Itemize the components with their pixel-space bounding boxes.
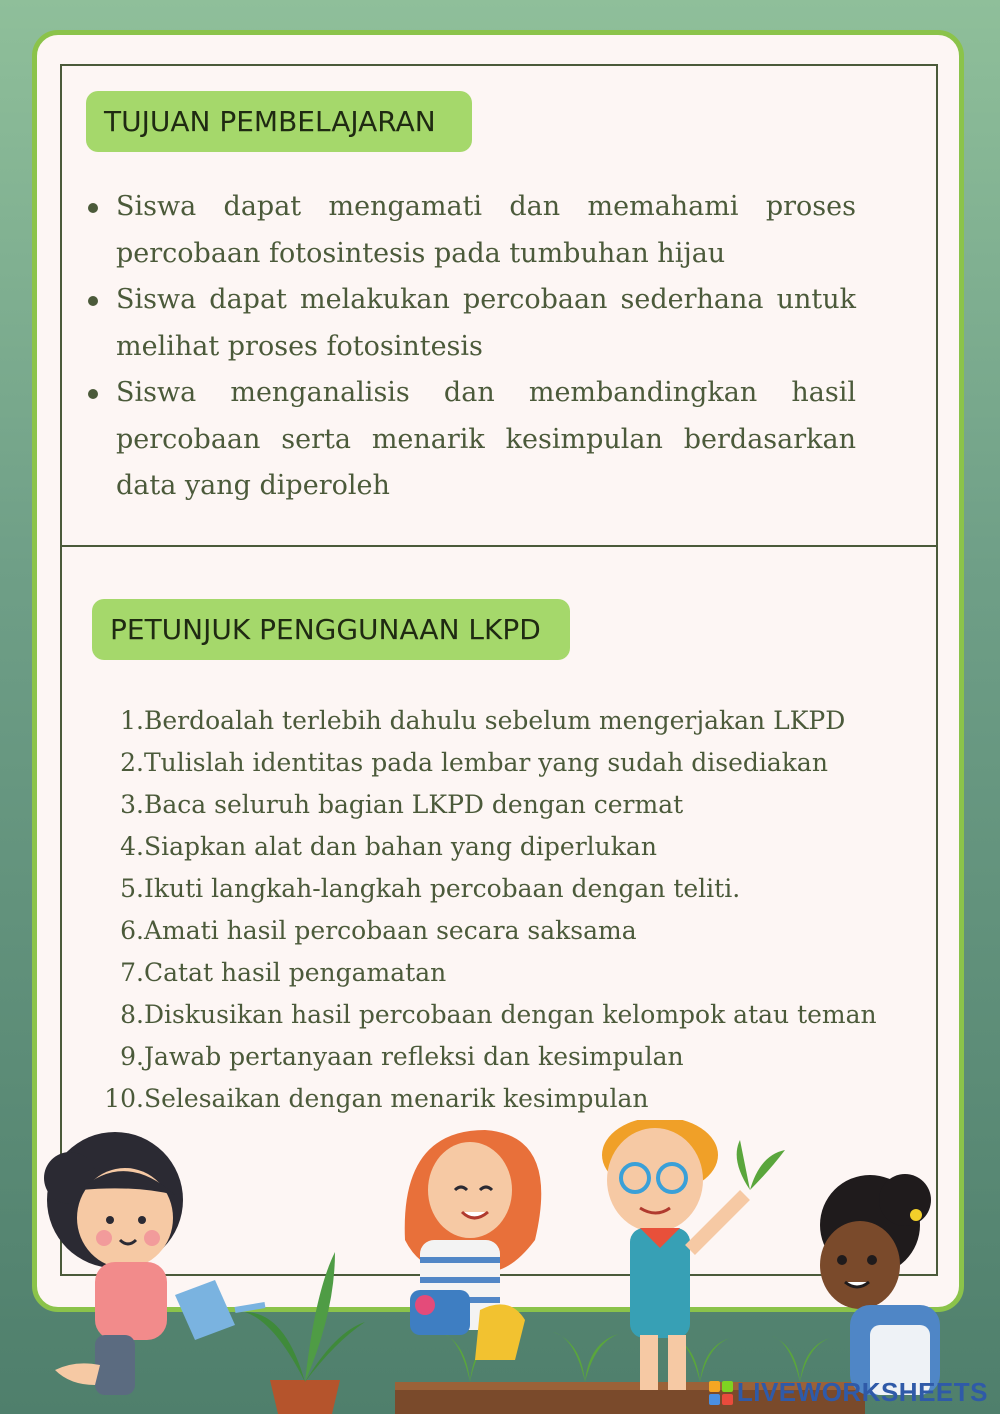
instructions-list bbox=[96, 700, 906, 1120]
step-text: Ikuti langkah-langkah percobaan dengan teliti. bbox=[144, 874, 741, 903]
girl-planting-icon bbox=[820, 1174, 940, 1395]
step-text: Berdoalah terlebih dahulu sebelum mengerjakan LKPD bbox=[144, 706, 846, 735]
objective-item: Siswa dapat mengamati dan memahami proses percobaan fotosintesis pada tumbuhan hijau bbox=[86, 184, 856, 277]
step-text: Diskusikan hasil percobaan dengan kelompok atau teman bbox=[144, 1000, 877, 1029]
instruction-step bbox=[96, 826, 906, 868]
step-number: 8. bbox=[120, 1000, 144, 1029]
instruction-step bbox=[96, 910, 906, 952]
step-number: 3. bbox=[120, 790, 144, 819]
step-text: Selesaikan dengan menarik kesimpulan bbox=[144, 1084, 649, 1113]
step-text: Amati hasil percobaan secara saksama bbox=[144, 916, 637, 945]
step-number: 5. bbox=[120, 874, 144, 903]
watermark-label: LIVEWORKSHEETS bbox=[736, 1377, 988, 1407]
instructions-heading: PETUNJUK PENGGUNAAN LKPD bbox=[92, 599, 570, 660]
objective-item: Siswa dapat melakukan percobaan sederhana untuk melihat proses fotosintesis bbox=[86, 277, 856, 370]
objectives-list bbox=[86, 184, 856, 510]
instruction-step bbox=[96, 1078, 906, 1120]
instruction-step bbox=[96, 784, 906, 826]
instruction-step bbox=[96, 994, 906, 1036]
step-number: 9. bbox=[120, 1042, 144, 1071]
step-text: Catat hasil pengamatan bbox=[144, 958, 447, 987]
step-number: 1. bbox=[120, 706, 144, 735]
redhead-girl-icon bbox=[405, 1130, 542, 1360]
step-text: Tulislah identitas pada lembar yang sudah disediakan bbox=[144, 748, 828, 777]
children-gardening-illustration bbox=[0, 1120, 1000, 1414]
girl-watering-icon bbox=[44, 1132, 265, 1395]
step-text: Jawab pertanyaan refleksi dan kesimpulan bbox=[144, 1042, 684, 1071]
step-number: 6. bbox=[120, 916, 144, 945]
instruction-step bbox=[96, 952, 906, 994]
step-number: 2. bbox=[120, 748, 144, 777]
objective-item: Siswa menganalisis dan membandingkan hasil percobaan serta menarik kesimpulan berdasarkan data yang diperoleh bbox=[86, 370, 856, 510]
objectives-heading: TUJUAN PEMBELAJARAN bbox=[86, 91, 472, 152]
boy-glasses-icon bbox=[602, 1120, 785, 1390]
step-number: 10. bbox=[104, 1084, 144, 1113]
liveworksheets-logo-icon bbox=[709, 1381, 733, 1405]
instruction-step bbox=[96, 742, 906, 784]
step-number: 4. bbox=[120, 832, 144, 861]
section-divider bbox=[60, 545, 938, 547]
step-text: Siapkan alat dan bahan yang diperlukan bbox=[144, 832, 657, 861]
instruction-step bbox=[96, 868, 906, 910]
step-text: Baca seluruh bagian LKPD dengan cermat bbox=[144, 790, 684, 819]
step-number: 7. bbox=[120, 958, 144, 987]
potted-plant-icon bbox=[245, 1252, 365, 1414]
instruction-step bbox=[96, 1036, 906, 1078]
instruction-step bbox=[96, 700, 906, 742]
liveworksheets-watermark bbox=[709, 1377, 988, 1408]
